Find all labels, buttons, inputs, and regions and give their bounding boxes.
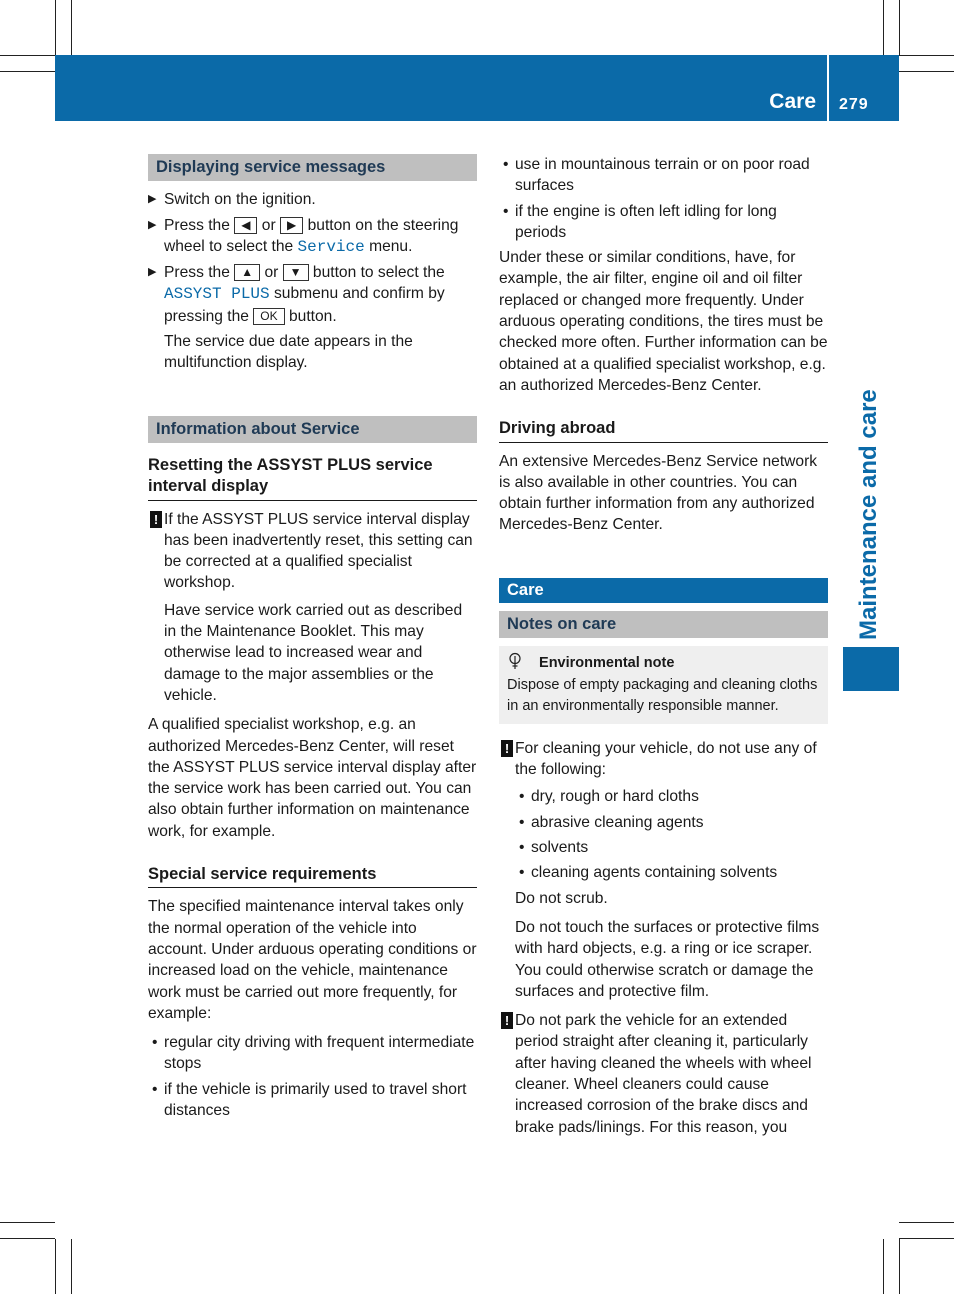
list-item	[148, 1032, 477, 1075]
crop-mark	[55, 1239, 56, 1294]
bullet-icon: •	[519, 864, 525, 882]
warning-icon: !	[150, 511, 162, 528]
warning-icon: !	[501, 1012, 513, 1029]
list-item	[499, 837, 828, 858]
list-item-text: if the vehicle is primarily used to travel short distances	[164, 1080, 467, 1119]
paragraph: Under these or similar conditions, have, for example, the air filter, engine oil and oil filter replaced or changed more frequently. Under arduous operating conditions, the tires must be checked more often. Further information can be obtained at a qualified specialist workshop, e.g. an authorized Mercedes-Benz Center.	[499, 249, 828, 394]
left-arrow-key-icon: ◀	[234, 217, 257, 234]
subsection-heading: Driving abroad	[499, 418, 828, 442]
step-text: or	[264, 264, 279, 282]
chapter-heading: Care	[499, 578, 828, 603]
warning-note	[148, 509, 477, 594]
list-item-text: if the engine is often left idling for long periods	[515, 202, 777, 241]
crop-mark	[883, 0, 884, 55]
paragraph: An extensive Mercedes-Benz Service network is also available in other countries. You can obtain further information from any authorized Mercedes-Benz Center.	[499, 452, 818, 534]
bullet-icon: •	[503, 156, 509, 173]
step-text: button to select the	[312, 264, 445, 282]
header-separator	[827, 55, 829, 121]
crop-mark	[0, 1238, 55, 1239]
bullet-icon: •	[519, 788, 525, 806]
step-result: The service due date appears in the multifunction display.	[164, 333, 413, 372]
warning-text: Do not park the vehicle for an extended period straight after cleaning it, particularly after having cleaned the wheels with wheel cleaner. Wheel cleaners could cause increased corrosion of the brake discs and brake pads/linings. For this reason, you	[515, 1012, 812, 1136]
crop-mark	[899, 71, 954, 72]
lightbulb-icon	[507, 652, 523, 670]
crop-mark	[71, 0, 72, 55]
step-arrow-icon: ▶	[148, 218, 157, 231]
list-item-text: cleaning agents containing solvents	[531, 864, 778, 882]
step-arrow-icon: ▶	[148, 193, 157, 206]
subsection-heading: Special service requirements	[148, 864, 477, 888]
section-heading: Notes on care	[499, 611, 828, 638]
crop-mark	[55, 0, 56, 55]
crop-mark	[899, 0, 900, 55]
warning-note	[499, 1010, 828, 1138]
crop-mark	[0, 1222, 55, 1223]
bullet-icon: •	[519, 813, 525, 831]
list-item	[499, 201, 828, 244]
list-item-text: dry, rough or hard cloths	[531, 788, 699, 806]
list-item-text: solvents	[531, 839, 589, 857]
ok-key-icon: OK	[253, 308, 284, 325]
list-item	[148, 1079, 477, 1122]
step-text: or	[261, 216, 276, 234]
subsection-heading: Resetting the ASSYST PLUS service interval display	[148, 455, 477, 501]
list-item-text: use in mountainous terrain or on poor road surfaces	[515, 156, 810, 195]
list-item	[499, 862, 828, 883]
page-number: 279	[839, 96, 869, 113]
environmental-note-title: Environmental note	[539, 655, 675, 672]
section-heading: Information about Service	[148, 416, 477, 443]
crop-mark	[71, 1239, 72, 1294]
crop-mark	[899, 1222, 954, 1223]
list-item	[499, 786, 828, 807]
step-text: menu.	[369, 237, 413, 255]
menu-name: ASSYST PLUS	[164, 285, 270, 304]
step-text: Switch on the ignition.	[164, 191, 316, 209]
step-text: Press the	[164, 216, 230, 234]
warning-text: If the ASSYST PLUS service interval display has been inadvertently reset, this setting can be corrected at a qualified specialist workshop.	[164, 510, 473, 592]
bullet-icon: •	[519, 839, 525, 857]
up-arrow-key-icon: ▲	[234, 264, 260, 281]
warning-note	[499, 738, 828, 781]
crop-mark	[899, 1239, 900, 1294]
list-item	[499, 812, 828, 833]
right-arrow-key-icon: ▶	[280, 217, 303, 234]
left-column	[148, 154, 477, 1125]
warning-text: Do not touch the surfaces or protective films with hard objects, e.g. a ring or ice scraper. You could otherwise scratch or damage the surfaces and protective film.	[515, 918, 820, 1000]
right-column	[499, 154, 828, 1144]
section-heading: Displaying service messages	[148, 154, 477, 181]
instruction-step	[148, 189, 477, 210]
warning-text: Do not scrub.	[515, 889, 608, 907]
step-text: button on the steering wheel to select the	[164, 216, 459, 255]
step-text: button.	[288, 307, 337, 325]
crop-mark	[0, 55, 55, 56]
list-item	[499, 154, 828, 197]
paragraph: A qualified specialist workshop, e.g. an authorized Mercedes-Benz Center, will reset the ASSYST PLUS service interval display after the service work has been carried out. You can also obtain further information on maintenance work, for example.	[148, 716, 477, 840]
warning-text: For cleaning your vehicle, do not use any of the following:	[515, 739, 817, 779]
step-text: submenu and confirm by pressing the	[164, 285, 445, 325]
step-text: Press the	[164, 264, 230, 282]
bullet-icon: •	[152, 1034, 158, 1052]
warning-text: Have service work carried out as described in the Maintenance Booklet. This may otherwise lead to increased wear and damage to the major assemblies or the vehicle.	[164, 601, 463, 704]
instruction-step	[148, 215, 477, 259]
warning-icon: !	[501, 740, 513, 757]
crop-mark	[883, 1239, 884, 1294]
section-title: Care	[769, 90, 816, 113]
down-arrow-key-icon: ▼	[283, 264, 309, 281]
chapter-tab-label: Maintenance and care	[855, 389, 882, 640]
paragraph: The specified maintenance interval takes only the normal operation of the vehicle into account. Under arduous operating conditions or increased load on the vehicle, maintenance work must be carried out more frequently, for example:	[148, 898, 477, 1022]
crop-mark	[899, 1238, 954, 1239]
environmental-note-text: Dispose of empty packaging and cleaning cloths in an environmentally responsible manner.	[507, 676, 818, 715]
step-arrow-icon: ▶	[148, 266, 157, 279]
environmental-note-header	[507, 652, 820, 675]
menu-name: Service	[297, 237, 365, 256]
instruction-step	[148, 262, 477, 327]
list-item-text: abrasive cleaning agents	[531, 813, 704, 831]
chapter-tab-marker	[843, 647, 899, 691]
environmental-note	[499, 646, 828, 724]
crop-mark	[899, 55, 954, 56]
bullet-icon: •	[503, 202, 509, 220]
list-item-text: regular city driving with frequent intermediate stops	[164, 1034, 475, 1073]
bullet-icon: •	[152, 1080, 158, 1098]
crop-mark	[0, 71, 55, 72]
